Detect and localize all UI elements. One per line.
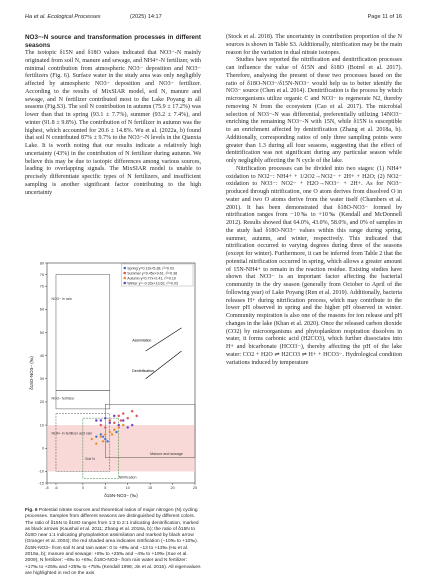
data-point-winter [126, 426, 129, 429]
caption-text: Potential nitrate sources and theoretical ratios of major nitrogen (N) cycling processes. Samples from different seasons are distinguished by different colors. The ratio of δ15N to δ18O ranges from 1:3 to 2:1 indicating denitrification, marked as black arrows (Kaushal et al. 2011; Zhang et al. 2018a, b); the ratio of δ15N to δ18O near 1:1 indicating phytoplankton assimilation and marked by black arrow (Granger et al. 2004); the red shaded area indicates nitrification (−10‰ to +10‰). δ15N-NO3− from soil N and rain water: 0 to +8‰ and −13 to +13‰ (Hu et al. 2019a, b); manure and sewage: +5‰ to +25‰ and −4‰ to +19‰ (Xue et al. 2009); N fertilizer: −6‰ to +6‰; δ18O-NO3− from rain water and N fertilizer: +17‰ to +25‰ and +25‰ to +75‰ (Kendall 1998; Jin et al. 2015). All eigenvalues are highlighted in red on the axis [25, 508, 201, 576]
data-point-summer [108, 419, 111, 422]
data-point-autumn [111, 433, 114, 436]
x-tick-label: 15 [148, 486, 153, 490]
y-tick-label: 10 [39, 423, 44, 428]
figure-6 [25, 255, 201, 505]
legend-entry: Summer y=0.45x+9.61, r²=0.38 [127, 271, 178, 276]
data-point-winter [100, 419, 103, 422]
scatter-chart [25, 255, 201, 505]
caption-label: Fig. 6 [25, 508, 38, 513]
x-axis-label: δ15N-NO3− (‰) [104, 493, 138, 498]
data-point-spring [95, 435, 98, 438]
right-paragraph-1: (Stock et al. 2018). The uncertainty in contribution proportion of the N sources is shown in Table S3. Additionally, nitrification may be the main reason for the variation in dual nitrate isotopes. [226, 34, 402, 56]
data-point-autumn [95, 442, 98, 445]
data-point-autumn [104, 433, 107, 436]
figure-caption [25, 508, 201, 577]
y-tick-label: 30 [39, 377, 44, 382]
data-point-winter [122, 419, 125, 422]
x-tick-label: 10 [125, 486, 130, 490]
region-label: NH4+ in fertilizer and rain [51, 431, 93, 436]
data-point-autumn [117, 426, 120, 429]
y-tick-label: 0 [41, 446, 44, 451]
year-volume: (2025) 14:17 [130, 14, 162, 20]
data-point-spring [115, 431, 118, 434]
right-paragraph-3: Nitrification processes can be divided into two stages: (1) NH4+ oxidation to NO2−: NH4+ + 1/2O2→NO2− + 2H+ + H2O; (2) NO2− oxidation to NO3−: NO2− + H2O→NO3− + 2H+. As for NO3− produced through nitrification, one O atom derives from dissolved O in water and two O atoms derive from the water itself (Chambers et al. 2001). It has been demonstrated that δ18O-NO3− formed by nitrification ranges from −10‰ to +10‰ (Kendall and McDonnell 2012). Results showed that 64.0%, 43.0%, 58.0%, and 0% of samples in the study had δ18O-NO3− values within this range during spring, summer, autumn, and winter, respectively. This indicated that nitrification occurred to varying degrees during three of the seasons (except for winter). Furthermore, it can be inferred from Table 2 that the potential nitrification occurred in spring, which allows a greater amount of 15N-NH4+ to remain in the reaction residue. Existing studies have shown that NO3− is an important factor affecting the bacterial community in the dry season (generally from October to April of the following year) of Lake Poyang (Ren et al. 2019). Additionally, bacteria releases H+ during nitrification process, which may contribute to the lower pH observed in spring and the higher pH observed in winter. Community respiration is also one of the reasons for ion release and pH changes in the lake (Khan et al. 2020). Once the released carbon dioxide (CO2) by microorganisms and phytoplankton respiration dissolves in water, it forms carbonic acid (H2CO3), which further dissociates into H+ and bicarbonate (HCO3−), thereby affecting the pH of the lake water: CO2 + H2O ⇌ H2CO3 ⇌ H+ + HCO3−. Hydrological condition variations induced by temperature [226, 165, 402, 366]
legend-marker [123, 272, 126, 275]
y-tick-label: 20 [39, 400, 44, 405]
data-point-winter [104, 417, 107, 420]
y-tick-label: 80 [39, 261, 44, 266]
x-tick-label: 0 [81, 486, 84, 490]
data-point-spring [106, 440, 109, 443]
process-label: Denitrification [132, 368, 154, 373]
data-point-autumn [91, 438, 94, 441]
y-tick-label: 70 [39, 284, 44, 289]
legend-marker [123, 277, 126, 280]
y-tick-label: 75 [39, 272, 44, 277]
legend-entry: Winter y=−0.33x+13.62, r²=0.03 [127, 281, 178, 286]
data-point-autumn [113, 428, 116, 431]
region-label: NO3− fertilizer [51, 396, 75, 401]
right-column [226, 34, 402, 367]
y-tick-label: 50 [39, 330, 44, 335]
data-point-summer [135, 415, 138, 418]
data-point-summer [100, 424, 103, 427]
region-label: Soil N [85, 456, 95, 461]
left-paragraph: The isotopic δ15N and δ18O values indicated that NO3−-N mainly originated from soil N, manure and sewage, and NH4+-N fertilizer, with minimal contribution from atmospheric NO3− deposition and NO3− fertilizers (Fig. 6). Surface water in the study area was only negligibly affected by atmospheric NO3− deposition and NO3− fertilizer. According to the results of MixSIAR model, soil N, manure and sewage, and N fertilizer contributed most to the Lake Poyang in all seasons (Fig.S3). The soil N contribution in autumn (75.9 ± 17.2%) was lower than that in spring (93.1 ± 7.7%), summer (93.2 ± 7.4%), and winter (91.8 ± 9.8%). The contribution of N fertilizer in autumn was the highest, which accounted for 20.6 ± 14.8%. Wu et al. (2022a, b) found that soil N contributed 87% ± 9.7% to the NO3−-N levels in the Qianxia Lake. It is worth noting that our results indicate a relatively high uncertainty (43%) in the contribution of N fertilizer during autumn. We believe this may be due to isotopic differences among various sources, leading to overlapping signals. The MixSIAR model is unable to precisely differentiate specific types of N fertilizers, and insufficient sampling is another significant factor contributing to the high uncertainty [25, 50, 201, 196]
x-tick-label: -6 [54, 486, 58, 490]
y-tick-label: -10 [38, 469, 44, 474]
section-title: NO3−-N source and transformation processes in different seasons [25, 34, 201, 49]
left-column [25, 34, 201, 197]
legend-entry: Autumn y=0.77x+2.41, r²=0.10 [127, 276, 176, 281]
data-point-autumn [108, 431, 111, 434]
data-point-autumn [122, 424, 125, 427]
region-label: NO3− in rain [51, 297, 72, 302]
data-point-winter [108, 421, 111, 424]
legend-marker [123, 267, 126, 270]
y-tick-label: 40 [39, 353, 44, 358]
running-header [25, 14, 402, 24]
data-point-winter [113, 415, 116, 418]
page-number: Page 11 of 16 [367, 14, 402, 20]
data-point-autumn [100, 435, 103, 438]
data-point-summer [131, 410, 134, 413]
right-paragraph-2: Studies have reported the nitrification and denitrification processes can influence the value of δ15N and δ18O (Botrel et al. 2017). Therefore, analysing the present of these two processes based on the ratio of δ18O-NO3−/δ15N-NO3− would help us to better identify the NO3− source (Chen et al. 2014). Denitrification is the process by which microorganisms utilize organic C and NO3− to regenerate N2, thereby removing N from the ecosystem (Cao et al. 2017). The microbial selection of NO3−-N was differential, preferentially utilizing 14NO3− enriching the remaining NO3−-N with 15N, while δ15N is susceptible to an enrichment affected by denitrification (Zhang et al. 2018a, b). Additionally, corresponding ratios of only three sampling points were greater than 1.3 during all four seasons, suggesting that the effect of denitrification was not significant during any particular season while only negligibly affecting the N cycle of the lake. [226, 57, 402, 164]
data-point-spring [104, 438, 107, 441]
x-tick-label: 20 [170, 486, 175, 490]
x-tick-label: -8 [45, 486, 49, 490]
legend-marker [123, 282, 126, 285]
journal-name: Ha et al. Ecological Processes [25, 14, 101, 20]
data-point-autumn [102, 440, 105, 443]
region-label: Nitrification [118, 475, 137, 480]
data-point-spring [100, 433, 103, 436]
data-point-summer [117, 415, 120, 418]
x-tick-label: 5 [104, 486, 107, 490]
data-point-winter [117, 424, 120, 427]
legend-entry: Spring y=0.13x+5.38, r²=0.03 [127, 266, 174, 271]
y-axis-label: δ18O-NO3− (‰) [29, 356, 34, 390]
data-point-winter [131, 424, 134, 427]
y-tick-label: -15 [38, 481, 44, 486]
data-point-summer [126, 417, 129, 420]
process-label: Assimilation [132, 338, 152, 343]
data-point-summer [122, 412, 125, 415]
y-tick-label: 60 [39, 307, 44, 312]
data-point-winter [95, 419, 98, 422]
x-tick-label: 25 [192, 486, 198, 490]
data-point-summer [104, 426, 107, 429]
region-label: Manure and sewage [150, 452, 183, 457]
data-point-summer [113, 421, 116, 424]
